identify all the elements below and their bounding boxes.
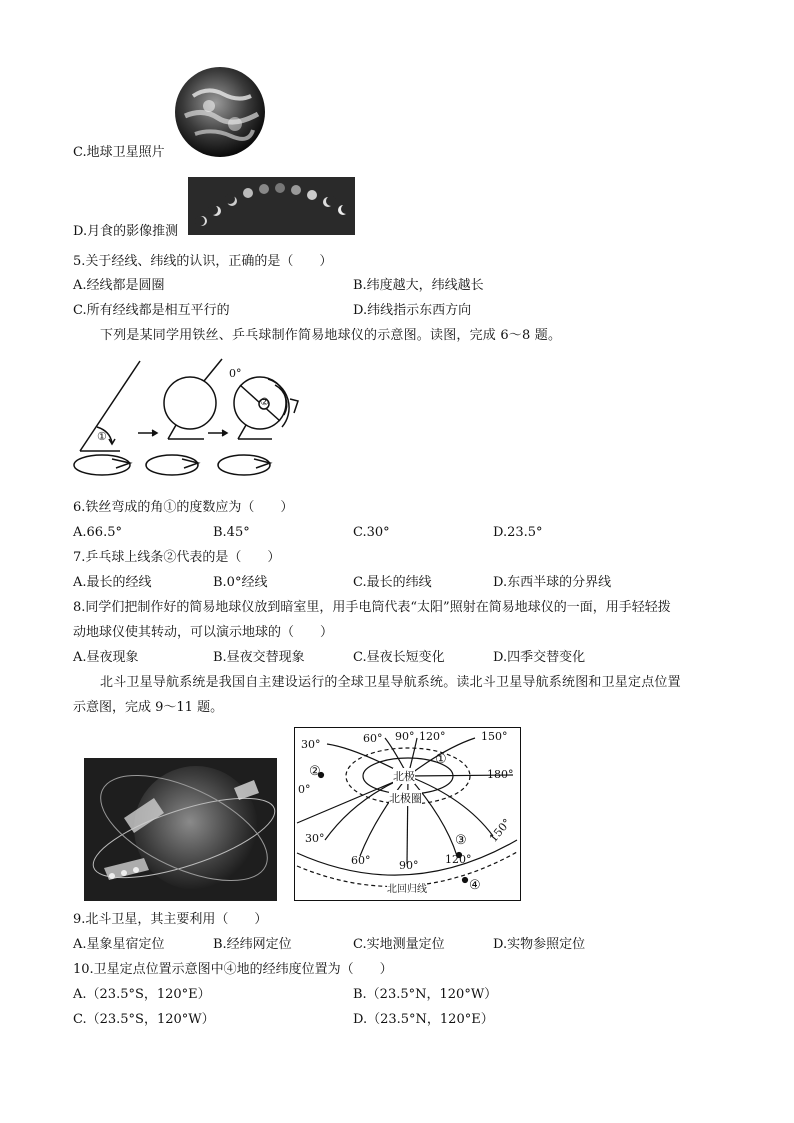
q6-option-a: A.66.5° xyxy=(73,525,122,540)
q9-option-d: D.实物参照定位 xyxy=(493,937,586,952)
q5-option-a: A.经线都是圆圈 xyxy=(73,278,165,293)
lon-30-bottom: 30° xyxy=(305,832,325,845)
lon-150-top: 150° xyxy=(481,730,508,743)
lon-30-top: 30° xyxy=(301,738,321,751)
q4-option-d: D.月食的影像推测 xyxy=(73,224,179,239)
q6-option-b: B.45° xyxy=(213,525,250,540)
tropic-label: 北回归线 xyxy=(387,880,427,895)
q7-stem: 7.乒乓球上线条②代表的是（ ） xyxy=(73,550,281,565)
q10-option-d: D.（23.5°N，120°E） xyxy=(353,1012,494,1027)
lon-90-top: 90° xyxy=(395,730,415,743)
q10-option-c: C.（23.5°S，120°W） xyxy=(73,1012,215,1027)
north-pole-label: 北极 xyxy=(393,770,415,783)
intro-9-11-line1: 北斗卫星导航系统是我国自主建设运行的全球卫星导航系统。读北斗卫星导航系统图和卫星定点位置 xyxy=(100,675,681,690)
lon-120-bottom: 120° xyxy=(445,853,472,866)
q7-option-b: B.0°经线 xyxy=(213,575,268,590)
q8-option-c: C.昼夜长短变化 xyxy=(353,650,445,665)
line-label: ② xyxy=(260,397,269,408)
q6-option-d: D.23.5° xyxy=(493,525,543,540)
point-3: ③ xyxy=(455,833,467,848)
q7-option-c: C.最长的纬线 xyxy=(353,575,432,590)
lon-180: 180° xyxy=(487,768,514,781)
q8-stem-line1: 8.同学们把制作好的简易地球仪放到暗室里，用手电筒代表“太阳”照射在简易地球仪的一面，用手轻轻拨 xyxy=(73,600,671,615)
q8-option-a: A.昼夜现象 xyxy=(73,650,139,665)
satellite-position-map xyxy=(294,727,521,901)
point-2: ② xyxy=(309,764,321,779)
q10-option-a: A.（23.5°S，120°E） xyxy=(73,987,211,1002)
intro-9-11-line2: 示意图，完成 9～11 题。 xyxy=(73,700,224,715)
zero-degree-label: 0° xyxy=(229,367,242,380)
q10-stem: 10.卫星定点位置示意图中④地的经纬度位置为（ ） xyxy=(73,962,393,977)
earth-satellite-photo xyxy=(173,66,267,158)
globe-making-figure xyxy=(72,355,307,483)
beidou-satellite-photo xyxy=(84,758,277,901)
lon-60-top: 60° xyxy=(363,732,383,745)
q9-option-a: A.星象星宿定位 xyxy=(73,937,165,952)
q5-option-b: B.纬度越大，纬线越长 xyxy=(353,278,484,293)
q7-option-a: A.最长的经线 xyxy=(73,575,152,590)
q7-option-d: D.东西半球的分界线 xyxy=(493,575,612,590)
point-4: ④ xyxy=(469,878,481,893)
q5-option-d: D.纬线指示东西方向 xyxy=(353,303,472,318)
q9-stem: 9.北斗卫星，其主要利用（ ） xyxy=(73,912,268,927)
lon-150-bottom: 150° xyxy=(486,816,514,845)
q6-stem: 6.铁丝弯成的角①的度数应为（ ） xyxy=(73,500,294,515)
q8-option-d: D.四季交替变化 xyxy=(493,650,586,665)
q9-option-b: B.经纬网定位 xyxy=(213,937,292,952)
q10-option-b: B.（23.5°N，120°W） xyxy=(353,987,498,1002)
lon-60-bottom: 60° xyxy=(351,854,371,867)
q4-option-c: C.地球卫星照片 xyxy=(73,145,165,160)
point-1: ① xyxy=(435,752,447,767)
angle-label: ① xyxy=(97,430,107,443)
q8-stem-line2: 动地球仪使其转动，可以演示地球的（ ） xyxy=(73,625,334,640)
lon-90-bottom: 90° xyxy=(399,859,419,872)
q6-option-c: C.30° xyxy=(353,525,390,540)
lunar-eclipse-photo xyxy=(188,177,355,235)
q8-option-b: B.昼夜交替现象 xyxy=(213,650,305,665)
q9-option-c: C.实地测量定位 xyxy=(353,937,445,952)
lon-0: 0° xyxy=(298,783,311,796)
arctic-circle-label: 北极圈 xyxy=(389,792,422,805)
q5-option-c: C.所有经线都是相互平行的 xyxy=(73,303,230,318)
q5-stem: 5.关于经线、纬线的认识，正确的是（ ） xyxy=(73,254,333,269)
lon-120-top: 120° xyxy=(419,730,446,743)
intro-6-8: 下列是某同学用铁丝、乒乓球制作简易地球仪的示意图。读图，完成 6～8 题。 xyxy=(100,328,562,343)
